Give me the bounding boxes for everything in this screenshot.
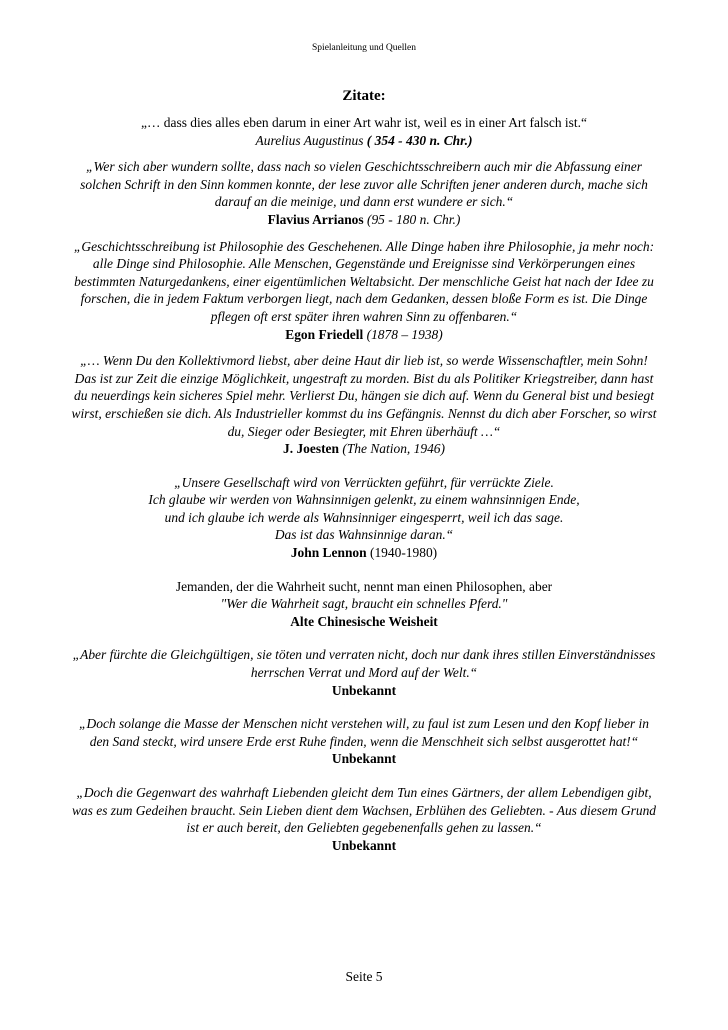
quote-author: Unbekannt <box>331 682 397 698</box>
quote-attribution <box>70 750 658 768</box>
quote-author: Egon Friedell <box>285 326 364 342</box>
quote-text: „Doch die Gegenwart des wahrhaft Liebenden gleicht dem Tun eines Gärtners, der allem Lebendigen gibt, was es zum Gedeihen braucht. Sein Lieben dient dem Wachsen, Erblühen des Geliebten. - Aus diesem Grund ist er auch bereit, den Geliebten gegebenenfalls gehen zu lassen.“ <box>71 785 657 836</box>
quote-friedell <box>70 238 658 344</box>
quote-text: „Wer sich aber wundern sollte, dass nach so vielen Geschichtsschreibern auch mir die Abfassung einer solchen Schrift in den Sinn kommen konnte, der lese zuvor alle Schriften jener anderen durch, mache sich darauf an die meinige, und dann erst wundere er sich.“ <box>80 159 648 210</box>
page-number: Seite 5 <box>345 969 383 984</box>
quote-author: Aurelius Augustinus <box>255 132 364 148</box>
quote-dates: ( 354 - 430 n. Chr.) <box>366 132 473 148</box>
quote-unbekannt-1 <box>70 646 658 699</box>
quote-dates: (1878 – 1938) <box>366 326 443 342</box>
quote-author: John Lennon <box>290 545 367 561</box>
quote-text: „Doch solange die Masse der Menschen nicht verstehen will, zu faul ist zum Lesen und den Kopf lieber in den Sand steckt, wird unsere Erde erst Ruhe finden, wenn die Menschheit sich selbst ausgerottet hat!“ <box>79 716 649 749</box>
quote-attribution <box>70 211 658 229</box>
quote-text: „… Wenn Du den Kollektivmord liebst, aber deine Haut dir lieb ist, so werde Wissenschaftler, mein Sohn! Das ist zur Zeit die einzige Möglichkeit, ungestraft zu morden. Bist du als Politiker Kriegstreiber, dann hast du neuerdings kein sicheres Spiel mehr. Verlierst Du, hängen sie dich auf. Wenn du General bist und besiegt wirst, erschießen sie dich. Als Industrieller kommst du ins Gefängnis. Nennst du dich aber Forscher, so wirst du, Sieger oder Besiegter, mit Ehren überhäuft …“ <box>71 353 657 439</box>
quote-text: „Geschichtsschreibung ist Philosophie des Geschehenen. Alle Dinge haben ihre Philosophie, ja mehr noch: alle Dinge sind Philosophie. Alle Menschen, Gegenstände und Ereignisse sind Verkörperungen eines bestimmten Naturgedankens, einer eigentümlichen Weltabsicht. Der menschliche Geist hat nach der Idee zu forschen, die in jedem Faktum verborgen liegt, nach dem Gedanken, dessen bloße Form es ist. Die Dinge pflegen oft erst später ihren wahren Sinn zu offenbaren.“ <box>73 238 655 324</box>
quote-joesten <box>70 352 658 458</box>
quote-dates: (1940-1980) <box>369 545 438 561</box>
quote-attribution <box>70 613 658 631</box>
quote-line: "Wer die Wahrheit sagt, braucht ein schnelles Pferd." <box>220 596 508 612</box>
quote-text: „… dass dies alles eben darum in einer Art wahr ist, weil es in einer Art falsch ist.“ <box>141 115 587 130</box>
quote-lennon <box>70 474 658 562</box>
quote-line: und ich glaube ich werde als Wahnsinniger eingesperrt, weil ich das sage. <box>164 509 564 525</box>
quote-augustinus <box>70 114 658 149</box>
quote-line: Jemanden, der die Wahrheit sucht, nennt man einen Philosophen, aber <box>175 578 553 594</box>
quote-arrianos <box>70 158 658 228</box>
quote-unbekannt-3 <box>70 784 658 854</box>
quotes-container <box>70 114 658 854</box>
quote-author: Unbekannt <box>331 751 397 767</box>
running-header: Spielanleitung und Quellen <box>312 43 416 53</box>
quote-chinese-wisdom <box>70 578 658 631</box>
quote-dates: (95 - 180 n. Chr.) <box>366 211 461 227</box>
quote-line: „Unsere Gesellschaft wird von Verrückten geführt, für verrückte Ziele. <box>174 474 554 490</box>
quote-author: J. Joesten <box>283 441 339 457</box>
quote-attribution <box>70 682 658 700</box>
quote-attribution <box>70 132 658 150</box>
quote-attribution <box>70 837 658 855</box>
quote-line: Ich glaube wir werden von Wahnsinnigen gelenkt, zu einem wahnsinnigen Ende, <box>148 492 580 508</box>
quote-line: Das ist das Wahnsinnige daran.“ <box>274 527 454 543</box>
quote-author: Unbekannt <box>331 837 397 853</box>
page-title: Zitate: <box>342 88 386 104</box>
quote-attribution <box>70 544 658 562</box>
quote-attribution <box>70 326 658 344</box>
quote-attribution <box>70 440 658 458</box>
quote-dates: (The Nation, 1946) <box>342 441 445 457</box>
quote-author: Alte Chinesische Weisheit <box>290 613 438 629</box>
quote-author: Flavius Arrianos <box>267 211 364 227</box>
quote-unbekannt-2 <box>70 715 658 768</box>
quote-text: „Aber fürchte die Gleichgültigen, sie töten und verraten nicht, doch nur dank ihres stillen Einverständnisses herrschen Verrat und Mord auf der Welt.“ <box>72 647 656 681</box>
